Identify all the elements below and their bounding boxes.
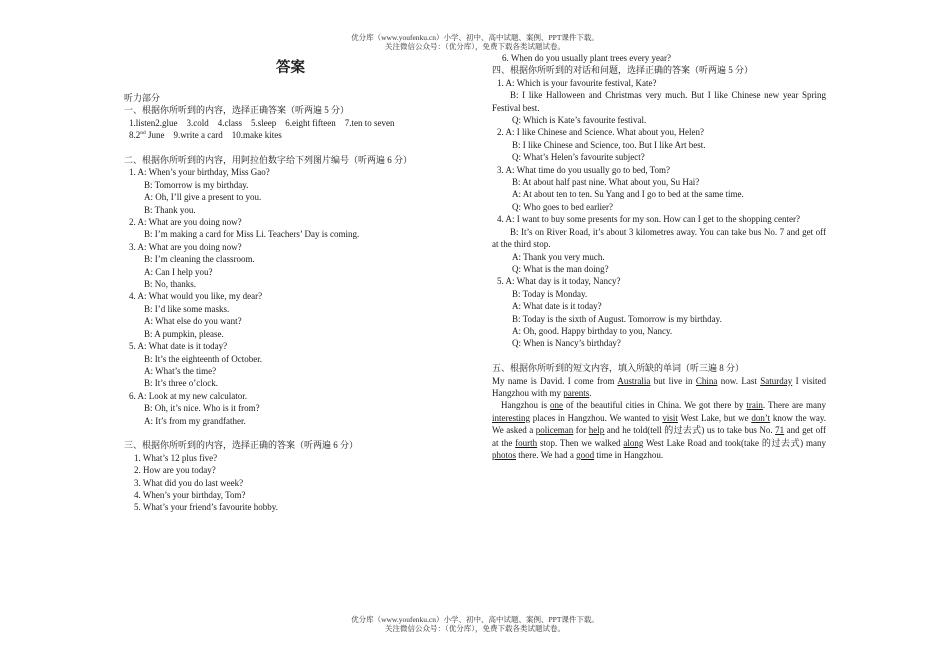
section-1-answers-row-1 (124, 117, 464, 129)
answer-blank: fourth (515, 437, 538, 448)
dialogue-line: 1. A: Which is your favourite festival, Kate? (497, 77, 657, 88)
answer-item: 5.sleep (251, 117, 277, 128)
dialogue-line: A: What date is it today? (512, 301, 602, 312)
answer-blank: China (695, 375, 718, 386)
dialogue-line: 2. A: What are you doing now? (129, 217, 242, 228)
answer-blank: help (588, 425, 605, 436)
section-3-item: 3. What did you do last week? (134, 477, 244, 488)
footer-line-1: 优分库（www.youfenku.cn）小学、初中、高中试题、案例、PPT课件下载。 (351, 615, 599, 624)
section-3-heading: 三、根据你所听到的内容，选择正确的答案（听两遍 6 分） (124, 440, 359, 451)
dialogue-line: B: I like Halloween and Christmas very much. But I like Chinese new year Spring Festival best. (492, 90, 826, 113)
dialogue-line: A: Oh, I’ll give a present to you. (144, 192, 262, 203)
question-line: Q: Who goes to bed earlier? (512, 201, 614, 212)
answer-item: 6.eight fifteen (285, 117, 336, 128)
dialogue-line: A: Thank you very much. (512, 251, 605, 262)
question-line: Q: Which is Kate’s favourite festival. (512, 115, 647, 126)
answer-blank: 71 (775, 425, 785, 436)
right-column (492, 52, 826, 461)
page-footer (0, 615, 950, 633)
dialogue-line: A: What’s the time? (144, 365, 217, 376)
dialogue-line: B: Oh, it’s nice. Who is it from? (144, 403, 260, 414)
answer-blank: good (576, 449, 595, 460)
page-title: 答案 (276, 60, 305, 76)
dialogue-line: B: I’d like some masks. (144, 303, 230, 314)
section-3-item: 4. When’s your birthday, Tom? (134, 489, 246, 500)
footer-line-2: 关注微信公众号：（优分库），免费下载各类试题试卷。 (385, 624, 565, 633)
dialogue-line: B: I’m cleaning the classroom. (144, 254, 255, 265)
section-5-heading: 五、根据你所听到的短文内容，填入所缺的单词（听三遍 8 分） (492, 363, 745, 374)
answer-blank: interesting (492, 412, 530, 423)
answer-item: 8.2nd June (129, 130, 165, 141)
answer-blank: policeman (535, 425, 574, 436)
section-2-heading: 二、根据你所听到的内容，用阿拉伯数字给下列图片编号（听两遍 6 分） (124, 155, 413, 166)
dialogue-line: B: Thank you. (144, 204, 196, 215)
answer-item: 10.make kites (231, 130, 282, 141)
question-line: Q: What is the man doing? (512, 263, 609, 274)
dialogue-line: A: What else do you want? (144, 316, 242, 327)
passage-paragraph-1: My name is David. I come from Australia but live in China now. Last Saturday I visited Hangzhou with my parents. (492, 375, 826, 398)
answer-item: 1.listen2.glue (129, 117, 178, 128)
answer-blank: one (550, 400, 564, 411)
section-1-answers-row-2 (124, 129, 464, 141)
section-1-heading: 一、根据你所听到的内容，选择正确答案（听两遍 5 分） (124, 105, 350, 116)
answer-blank: visit (662, 412, 678, 423)
dialogue-line: 1. A: When’s your birthday, Miss Gao? (129, 167, 270, 178)
answer-blank: along (623, 437, 644, 448)
section-3-item: 2. How are you today? (134, 465, 216, 476)
section-3-item: 1. What’s 12 plus five? (134, 452, 218, 463)
dialogue-line: B: Today is the sixth of August. Tomorrow is my birthday. (512, 313, 722, 324)
answer-item: 3.cold (186, 117, 209, 128)
answer-item: 4.class (217, 117, 242, 128)
section-4-heading: 四、根据你所听到的对话和问题，选择正确的答案（听两遍 5 分） (492, 65, 754, 76)
dialogue-line: 3. A: What are you doing now? (129, 241, 242, 252)
answer-item: 7.ten to seven (344, 117, 395, 128)
dialogue-line: 2. A: I like Chinese and Science. What about you, Helen? (497, 127, 705, 138)
answer-blank: parents (563, 387, 590, 398)
dialogue-line: A: Can I help you? (144, 266, 213, 277)
dialogue-line: 4. A: What would you like, my dear? (129, 291, 263, 302)
question-line: Q: What’s Helen’s favourite subject? (512, 152, 645, 163)
dialogue-line: B: Tomorrow is my birthday. (144, 179, 249, 190)
dialogue-line: 5. A: What day is it today, Nancy? (497, 276, 621, 287)
section-listening-label: 听力部分 (124, 93, 161, 103)
dialogue-line: 4. A: I want to buy some presents for my son. How can I get to the shopping center? (497, 214, 800, 225)
dialogue-line: B: At about half past nine. What about you, Su Hai? (512, 177, 700, 188)
answer-blank: Saturday (760, 375, 793, 386)
left-column (124, 92, 464, 514)
header-line-1: 优分库（www.youfenku.cn）小学、初中、高中试题、案例、PPT课件下载。 (351, 33, 599, 42)
answer-blank: don’t (751, 412, 771, 423)
dialogue-line: A: It’s from my grandfather. (144, 415, 246, 426)
dialogue-line: B: A pumpkin, please. (144, 328, 224, 339)
dialogue-line: B: No, thanks. (144, 279, 197, 290)
dialogue-line: 3. A: What time do you usually go to bed, Tom? (497, 164, 671, 175)
header-line-2: 关注微信公众号：（优分库），免费下载各类试题试卷。 (385, 42, 565, 51)
dialogue-line: A: At about ten to ten. Su Yang and I go to bed at the same time. (512, 189, 744, 200)
dialogue-line: B: It’s the eighteenth of October. (144, 353, 262, 364)
page-header (0, 33, 950, 51)
dialogue-line: B: It’s on River Road, it’s about 3 kilometres away. You can take bus No. 7 and get off at the third stop. (492, 226, 826, 250)
dialogue-line: B: I’m making a card for Miss Li. Teachers’ Day is coming. (144, 229, 360, 240)
passage-paragraph-2: Hangzhou is one of the beautiful cities in China. We got there by train. There are many interesting places in Hangzhou. We wanted to visit West Lake, but we don’t know the way. We asked a policeman for help and he told(tell 的过去式) us to take bus No. 71 and get off at the fourth stop. Then we walked along West Lake Road and took(take 的过去式) many photos there. We had a good time in Hangzhou. (492, 400, 827, 460)
section-2-dialogues (124, 166, 464, 427)
question-line: Q: When is Nancy’s birthday? (512, 338, 621, 349)
answer-blank: train (746, 400, 763, 411)
answer-item: 9.write a card (173, 130, 223, 141)
dialogue-line: 5. A: What date is it today? (129, 341, 228, 352)
answer-blank: photos (492, 449, 517, 460)
dialogue-line: B: It’s three o’clock. (144, 378, 218, 389)
section-3-item: 6. When do you usually plant trees every year? (502, 53, 672, 63)
dialogue-line: A: Oh, good. Happy birthday to you, Nancy. (512, 325, 673, 336)
section-3-item: 5. What’s your friend’s favourite hobby. (134, 502, 278, 513)
dialogue-line: 6. A: Look at my new calculator. (129, 390, 247, 401)
dialogue-line: B: I like Chinese and Science, too. But I like Art best. (512, 139, 706, 150)
answer-blank: Australia (617, 375, 651, 386)
dialogue-line: B: Today is Monday. (512, 288, 588, 299)
